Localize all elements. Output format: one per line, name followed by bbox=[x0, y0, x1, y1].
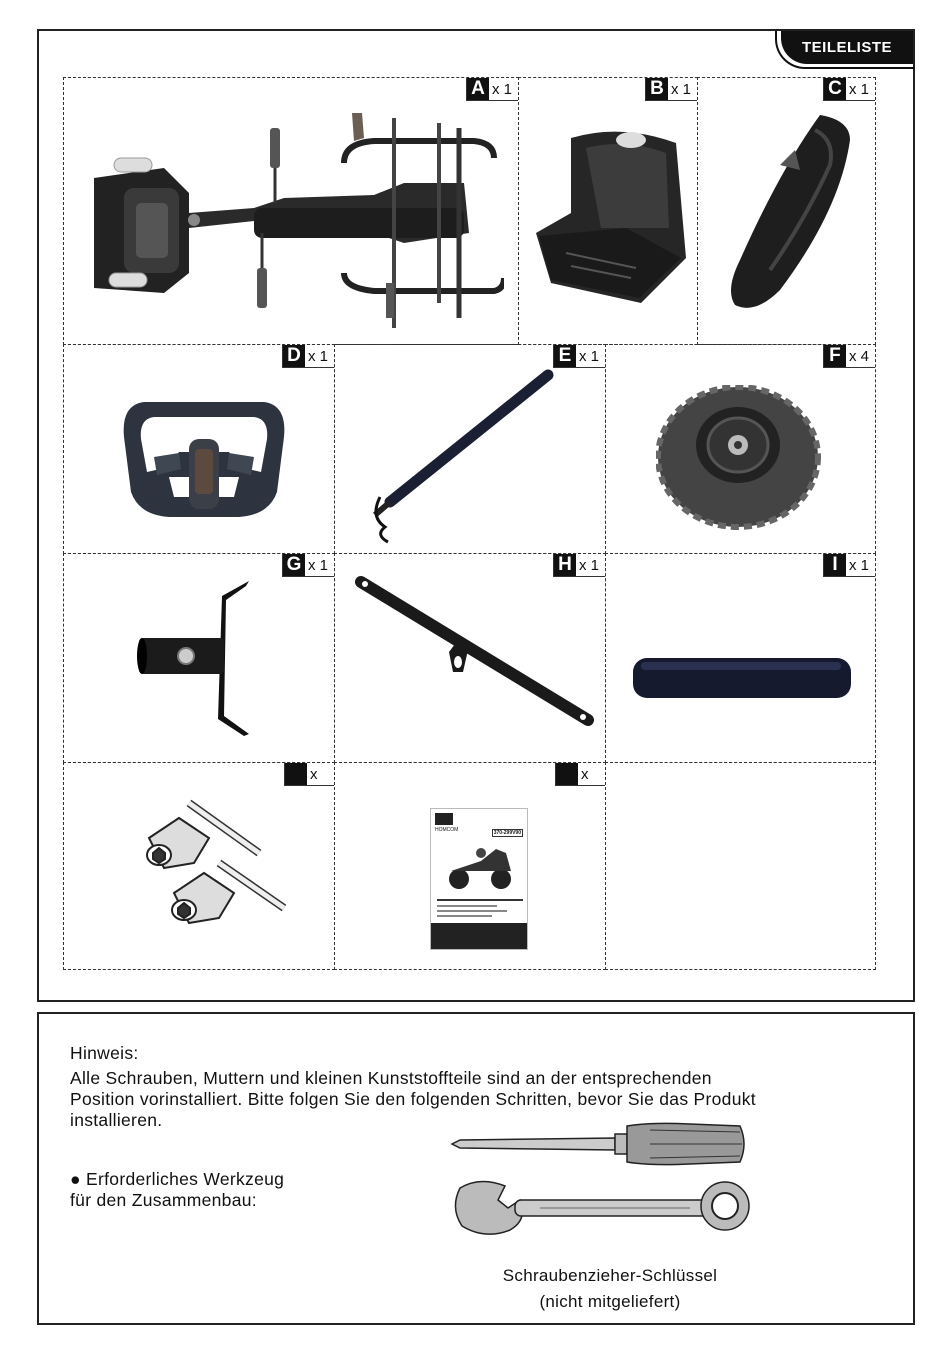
tools-caption-1: Schraubenzieher-Schlüssel bbox=[502, 1266, 718, 1285]
part-letter: F bbox=[824, 345, 846, 367]
part-cell-empty bbox=[605, 762, 876, 970]
part-cell-d bbox=[63, 344, 335, 554]
tools-line-1: ● Erforderliches Werkzeug bbox=[70, 1169, 285, 1189]
manual-code: 370-299V90 bbox=[493, 830, 521, 836]
kart-frame-icon bbox=[74, 103, 504, 338]
foam-grip-icon bbox=[631, 654, 853, 702]
part-letter: G bbox=[283, 554, 305, 576]
steering-wheel-icon bbox=[119, 397, 289, 522]
part-letter: A bbox=[467, 78, 489, 100]
parts-list-tab: TEILELISTE bbox=[781, 31, 913, 64]
part-badge bbox=[823, 554, 875, 577]
part-badge bbox=[284, 763, 334, 786]
part-cell-tools bbox=[63, 762, 335, 970]
part-quantity: x 1 bbox=[578, 347, 599, 365]
steering-column-icon bbox=[360, 367, 560, 547]
part-quantity: x bbox=[310, 765, 318, 783]
part-quantity: x 1 bbox=[307, 556, 328, 574]
part-letter: E bbox=[554, 345, 576, 367]
part-letter bbox=[556, 763, 578, 785]
screwdriver-icon bbox=[450, 1120, 750, 1170]
part-quantity: x 1 bbox=[848, 80, 869, 98]
part-cell-h bbox=[334, 553, 606, 763]
side-panel-icon bbox=[720, 110, 860, 320]
part-cell-g bbox=[63, 553, 335, 763]
part-badge bbox=[823, 78, 875, 101]
part-cell-f bbox=[605, 344, 876, 554]
part-badge bbox=[645, 78, 697, 101]
notes-heading: Hinweis: bbox=[70, 1043, 139, 1063]
part-quantity: x bbox=[581, 765, 589, 783]
manual-brand: HOMCOM bbox=[435, 827, 459, 833]
part-quantity: x 4 bbox=[848, 347, 869, 365]
part-quantity: x 1 bbox=[670, 80, 691, 98]
bracket-icon bbox=[134, 576, 264, 741]
part-quantity: x 1 bbox=[578, 556, 599, 574]
part-badge bbox=[553, 345, 605, 368]
notes-line-2: Position vorinstalliert. Bitte folgen Sie den folgenden Schritten, bevor Sie das Produkt bbox=[70, 1089, 756, 1109]
manual-icon bbox=[430, 808, 528, 950]
part-letter: D bbox=[283, 345, 305, 367]
part-badge bbox=[555, 763, 605, 786]
metal-bar-icon bbox=[353, 572, 598, 732]
part-letter bbox=[285, 763, 307, 785]
part-letter: C bbox=[824, 78, 846, 100]
part-badge bbox=[282, 554, 334, 577]
part-cell-b bbox=[518, 77, 698, 345]
wheel-icon bbox=[656, 385, 821, 530]
part-cell-c bbox=[697, 77, 876, 345]
part-letter: B bbox=[646, 78, 668, 100]
part-cell-e bbox=[334, 344, 606, 554]
part-cell-manual bbox=[334, 762, 606, 970]
tools-caption-2: (nicht mitgeliefert) bbox=[539, 1292, 681, 1311]
socket-wrench-icon bbox=[139, 793, 289, 938]
part-letter: I bbox=[824, 554, 846, 576]
seat-icon bbox=[531, 118, 691, 308]
part-badge bbox=[466, 78, 518, 101]
part-badge bbox=[823, 345, 875, 368]
wrench-icon bbox=[450, 1178, 755, 1238]
part-letter: H bbox=[554, 554, 576, 576]
part-quantity: x 1 bbox=[848, 556, 869, 574]
notes-line-3: installieren. bbox=[70, 1110, 163, 1130]
part-badge bbox=[282, 345, 334, 368]
part-cell-i bbox=[605, 553, 876, 763]
tools-line-2: für den Zusammenbau: bbox=[70, 1190, 257, 1210]
part-quantity: x 1 bbox=[491, 80, 512, 98]
part-cell-a bbox=[63, 77, 519, 345]
part-quantity: x 1 bbox=[307, 347, 328, 365]
notes-line-1: Alle Schrauben, Muttern und kleinen Kunststoffteile sind an der entsprechenden bbox=[70, 1068, 712, 1088]
